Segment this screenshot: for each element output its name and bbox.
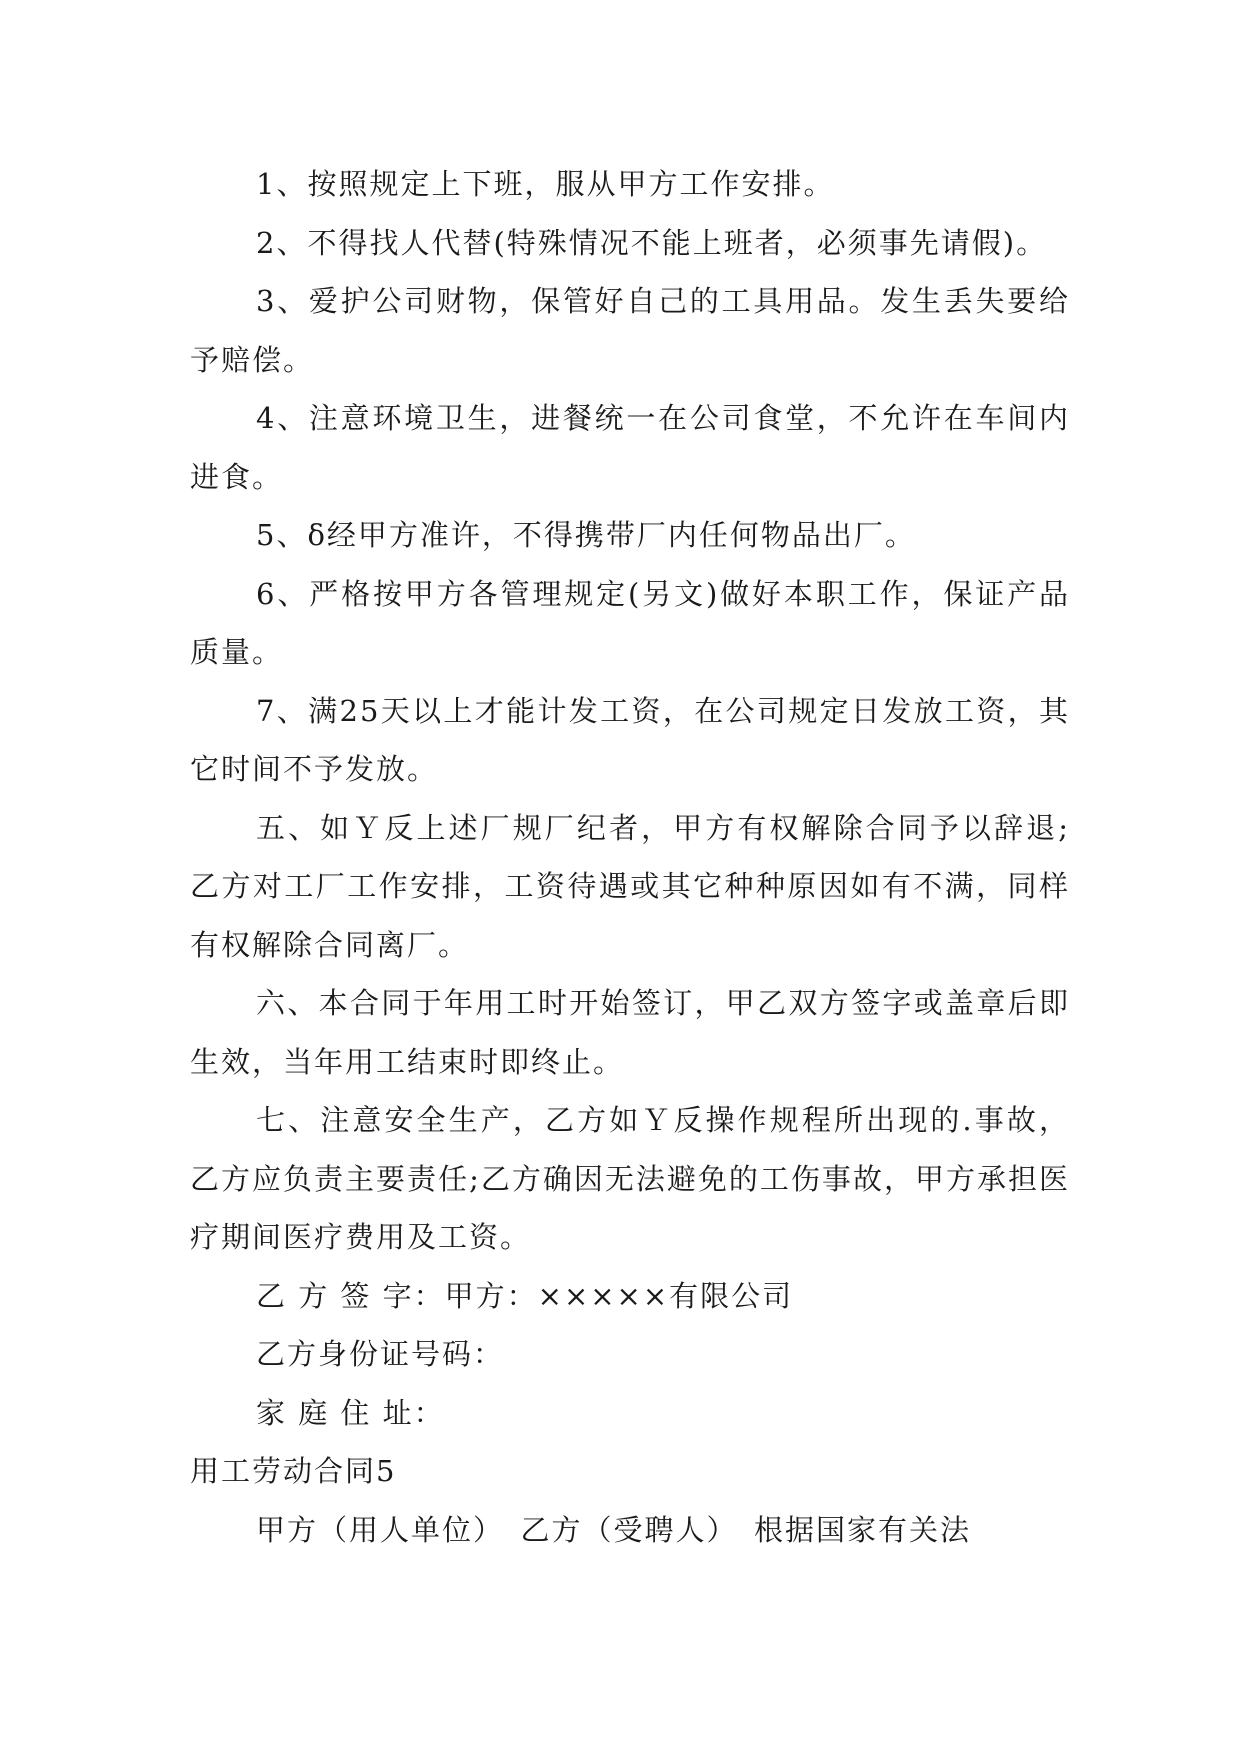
clause-6: 6、严格按甲方各管理规定(另文)做好本职工作，保证产品质量。 [190, 576, 1070, 669]
signature-line: 乙 方 签 字：甲方：×××××有限公司 [256, 1278, 794, 1313]
article-5: 五、如Ｙ反上述厂规厂纪者，甲方有权解除合同予以辞退;乙方对工厂工作安排，工资待遇或其它种种原因如有不满，同样有权解除合同离厂。 [190, 810, 1070, 962]
home-address-line: 家 庭 住 址： [256, 1395, 445, 1430]
clause-5: 5、δ经甲方准许，不得携带厂内任何物品出厂。 [256, 518, 916, 552]
clause-3: 3、爱护公司财物，保管好自己的工具用品。发生丢失要给予赔偿。 [190, 284, 1070, 377]
clause-1: 1、按照规定上下班，服从甲方工作安排。 [256, 167, 835, 201]
clause-7: 7、满25天以上才能计发工资，在公司规定日发放工资，其它时间不予发放。 [190, 693, 1070, 786]
id-number-line: 乙方身份证号码： [256, 1337, 505, 1371]
article-7: 七、注意安全生产，乙方如Ｙ反操作规程所出现的.事故，乙方应负责主要责任;乙方确因无法避免的工伤事故，甲方承担医疗期间医疗费用及工资。 [190, 1103, 1070, 1254]
clause-2: 2、不得找人代替(特殊情况不能上班者，必须事先请假)。 [256, 225, 1048, 260]
section-heading: 用工劳动合同5 [190, 1454, 397, 1488]
contract-intro: 甲方（用人单位） 乙方（受聘人） 根据国家有关法 [256, 1512, 972, 1547]
clause-4: 4、注意环境卫生，进餐统一在公司食堂，不允许在车间内进食。 [190, 401, 1070, 494]
document-body [190, 155, 1070, 1559]
article-6: 六、本合同于年用工时开始签订，甲乙双方签字或盖章后即生效，当年用工结束时即终止。 [190, 986, 1070, 1079]
